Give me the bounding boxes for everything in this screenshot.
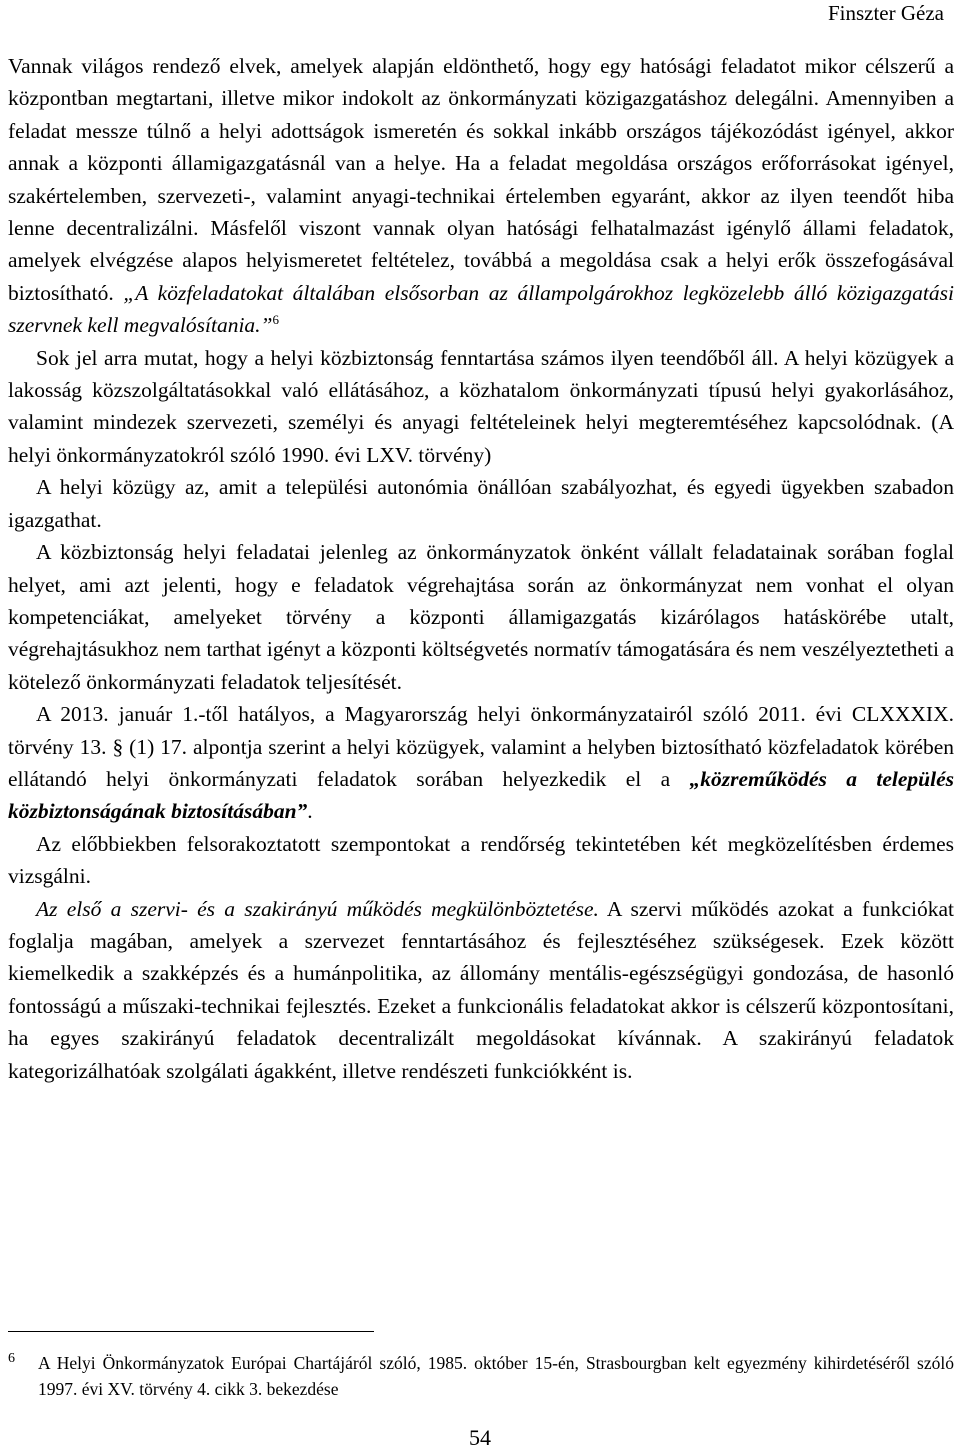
paragraph-5 <box>8 698 954 828</box>
paragraph-7 <box>8 893 954 1087</box>
footnote-mark: 6 <box>8 1351 15 1366</box>
paragraph-4: A közbiztonság helyi feladatai jelenleg az önkormányzatok önként vállalt feladatainak sorában foglal helyet, ami azt jelenti, hogy e feladatok végrehajtása során az önkormányzat nem vonhat el olyan kompetenciákat, amelyeket törvény a központi államigazgatás kizárólagos hatáskörébe utalt, végrehajtásukhoz nem tarthat igényt a központi költségvetés normatív támogatására és nem veszélyeztetheti a kötelező önkormányzati feladatok teljesítését. <box>8 540 954 694</box>
page-number: 54 <box>469 1425 491 1450</box>
footnote-text: A Helyi Önkormányzatok Európai Chartájáról szóló, 1985. október 15-én, Strasbourgban kelt egyezmény kihirdetéséről szóló 1997. évi XV. törvény 4. cikk 3. bekezdése <box>38 1353 954 1399</box>
paragraph-2: Sok jel arra mutat, hogy a helyi közbiztonság fenntartása számos ilyen teendőből áll. A helyi közügyek a lakosság közszolgáltatásokkal való ellátásához, a közhatalom önkormányzati típusú helyi gyakorlásához, valamint mindezek szervezeti, személyi és anyagi feltételeinek helyi megteremtéséhez kapcsolódnak. (A helyi önkormányzatokról szóló 1990. évi LXV. törvény) <box>8 345 954 467</box>
paragraph-1-quote: „A közfeladatokat általában elsősorban az állampolgárokhoz legközelebb álló közigazgatási szervnek kell megvalósítania.” <box>8 280 954 338</box>
paragraph-1 <box>8 50 954 342</box>
footnote <box>8 1350 954 1402</box>
running-header-author: Finszter Géza <box>827 1 944 25</box>
footnote-divider <box>8 1331 374 1332</box>
paragraph-5-end: . <box>307 799 313 824</box>
paragraph-5-emphasis: „közreműködés a település közbiztonságának biztosításában” <box>8 766 954 824</box>
paragraph-7-text: A szervi működés azokat a funkciókat foglalja magában, amelyek a szervezet fenntartásához és fejlesztéséhez szükségesek. Ezek között kiemelkedik a szakképzés és a humánpolitika, az állomány mentális-egészségügyi gondozása, de hasonló fontosságú a műszaki-technikai fejlesztés. Ezeket a funkcionális feladatokat akkor is célszerű központosítani, ha egyes szakirányú feladatok decentralizált megoldásokat kívánnak. A szakirányú feladatok kategorizálhatóak szolgálati ágakként, illetve rendészeti funkciókként is. <box>8 896 954 1083</box>
body-text <box>8 50 954 1087</box>
paragraph-3: A helyi közügy az, amit a települési autonómia önállóan szabályozhat, és egyedi ügyekben szabadon igazgathat. <box>8 475 954 532</box>
paragraph-7-emphasis: Az első a szervi- és a szakirányú működés megkülönböztetése. <box>36 896 599 921</box>
footnote-reference[interactable]: 6 <box>272 312 280 328</box>
paragraph-1-text: Vannak világos rendező elvek, amelyek alapján eldönthető, hogy egy hatósági feladatot mikor célszerű a központban megtartani, illetve mikor indokolt az önkormányzati közigazgatáshoz delegálni. Amennyiben a feladat messze túlnő a helyi adottságok ismeretén és sokkal inkább országos tájékozódást igényel, akkor annak a központi államigazgatásnál van a helye. Ha a feladat megoldása országos erőforrásokat igényel, szakértelemben, szervezeti-, valamint anyagi-technikai értelemben egyaránt, akkor az ilyen teendőt hiba lenne decentralizálni. Másfelől viszont vannak olyan hatósági felhatalmazást igénylő állami feladatok, amelyek elvégzése alapos helyismeretet feltételez, továbbá a megoldása csak a helyi erők összefogásával biztosítható. <box>8 54 954 305</box>
paragraph-5-text: A 2013. január 1.-től hatályos, a Magyarország helyi önkormányzatairól szóló 2011. évi CLXXXIX. törvény 13. § (1) 17. alpontja szerint a helyi közügyek, valamint a helyben biztosítható közfeladatok körében ellátandó helyi önkormányzati feladatok sorában helyezkedik el a <box>8 702 954 791</box>
paragraph-6: Az előbbiekben felsorakoztatott szempontokat a rendőrség tekintetében két megközelítésben érdemes vizsgálni. <box>8 831 954 889</box>
